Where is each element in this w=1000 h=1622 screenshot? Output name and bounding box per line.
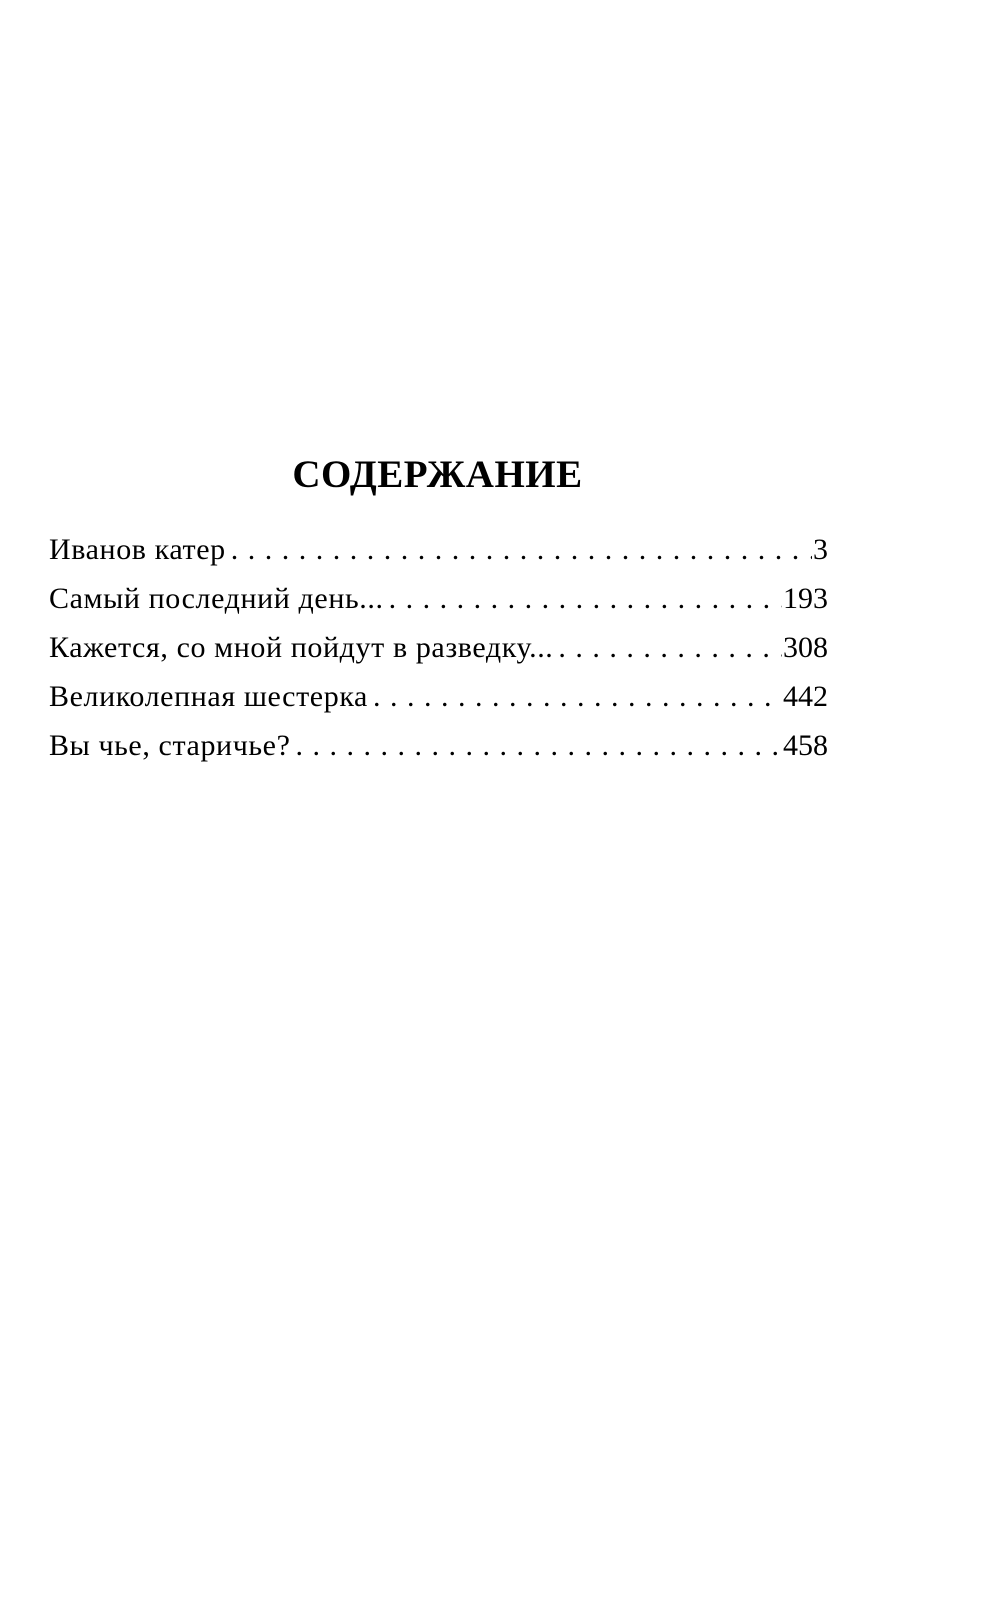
dot-leader bbox=[296, 728, 782, 764]
toc-title: СОДЕРЖАНИЕ bbox=[292, 453, 583, 496]
toc-entry bbox=[49, 728, 828, 777]
toc-entry-title: Кажется, со мной пойдут в разведку... bbox=[49, 631, 554, 664]
table-of-contents bbox=[49, 532, 828, 777]
toc-entry-title: Вы чье, старичье? bbox=[49, 729, 291, 762]
dot-leader bbox=[389, 581, 782, 617]
toc-entry bbox=[49, 532, 828, 581]
toc-entry bbox=[49, 581, 828, 630]
toc-entry-title: Великолепная шестерка bbox=[49, 680, 368, 713]
dot-leader bbox=[373, 679, 782, 715]
dot-leader bbox=[558, 630, 782, 666]
toc-entry bbox=[49, 679, 828, 728]
toc-entry-page: 458 bbox=[783, 729, 828, 762]
toc-entry-page: 442 bbox=[783, 680, 828, 713]
toc-entry-page: 308 bbox=[783, 631, 828, 664]
toc-entry-page: 3 bbox=[813, 533, 828, 566]
toc-entry-title: Самый последний день... bbox=[49, 582, 384, 615]
toc-entry-page: 193 bbox=[783, 582, 828, 615]
dot-leader bbox=[231, 532, 812, 568]
toc-entry bbox=[49, 630, 828, 679]
toc-entry-title: Иванов катер bbox=[49, 533, 226, 566]
